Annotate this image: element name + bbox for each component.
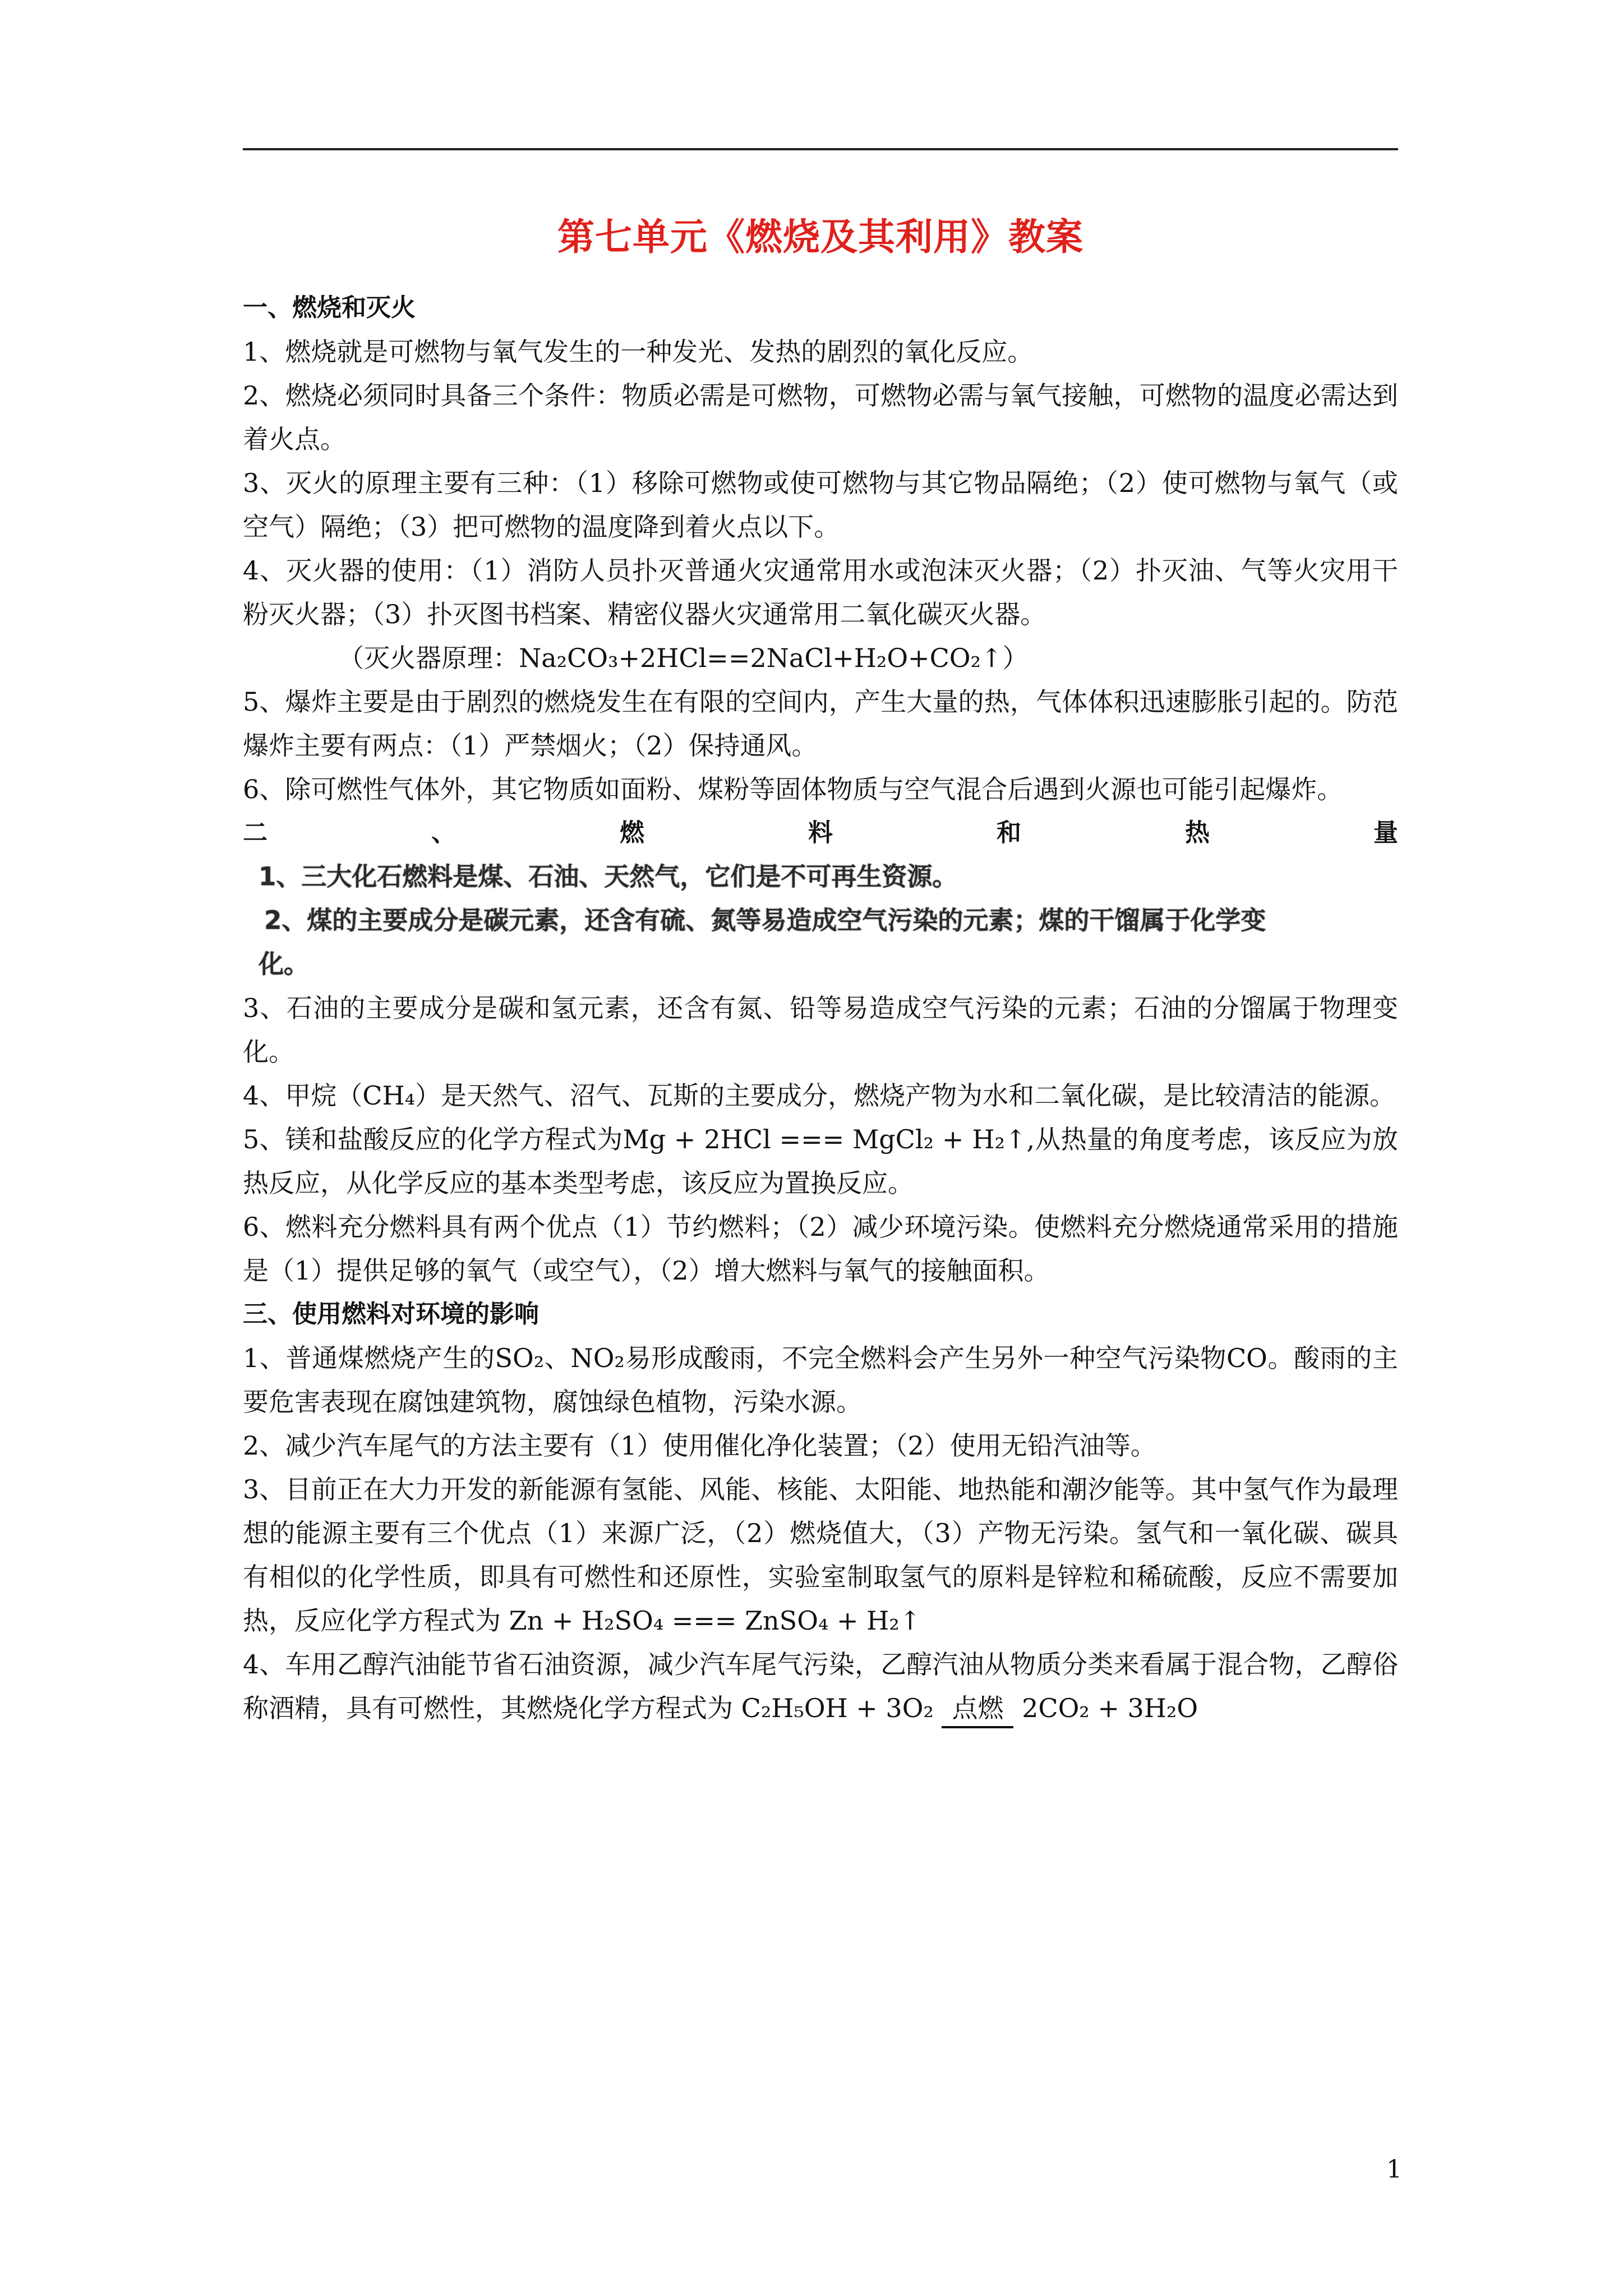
header-rule — [243, 148, 1398, 150]
pasted-image-line-1: 1、三大化石燃料是煤、石油、天然气，它们是不可再生资源。 — [259, 862, 958, 891]
section-1-paragraph-3: 3、灭火的原理主要有三种：（1）移除可燃物或使可燃物与其它物品隔绝；（2）使可燃物与氧气（或空气）隔绝；（3）把可燃物的温度降到着火点以下。 — [243, 468, 1398, 542]
section-3-paragraph-2: 2、减少汽车尾气的方法主要有（1）使用催化净化装置；（2）使用无铅汽油等。 — [243, 1430, 1156, 1461]
section-3-paragraph-4 — [243, 1642, 1398, 1730]
reaction-condition-ignite: 点燃 — [942, 1690, 1013, 1728]
extinguisher-formula-note: （灭火器原理：Na₂CO₃+2HCl==2NaCl+H₂O+CO₂↑） — [338, 643, 1029, 673]
heading-char: 燃 — [620, 818, 644, 847]
pasted-image-line-3: 化。 — [259, 949, 310, 979]
heading-char: 和 — [997, 818, 1021, 847]
page-number: 1 — [1386, 2155, 1402, 2184]
section-2-paragraph-5: 5、镁和盐酸反应的化学方程式为Mg + 2HCl === MgCl₂ + H₂↑,从热量的角度考虑，该反应为放热反应，从化学反应的基本类型考虑，该反应为置换反应。 — [243, 1124, 1398, 1198]
section-2-paragraph-4: 4、甲烷（CH₄）是天然气、沼气、瓦斯的主要成分，燃烧产物为水和二氧化碳，是比较清洁的能源。 — [243, 1080, 1396, 1111]
section-1-paragraph-6: 6、除可燃性气体外，其它物质如面粉、煤粉等固体物质与空气混合后遇到火源也可能引起爆炸。 — [243, 774, 1343, 804]
section-2-paragraph-6: 6、燃料充分燃料具有两个优点（1）节约燃料；（2）减少环境污染。使燃料充分燃烧通常采用的措施是（1）提供足够的氧气（或空气），（2）增大燃料与氧气的接触面积。 — [243, 1212, 1398, 1286]
section-2-paragraph-3: 3、石油的主要成分是碳和氢元素，还含有氮、铅等易造成空气污染的元素；石油的分馏属于物理变化。 — [243, 993, 1398, 1067]
section-3-heading: 三、使用燃料对环境的影响 — [243, 1300, 539, 1328]
section-3-paragraph-3: 3、目前正在大力开发的新能源有氢能、风能、核能、太阳能、地热能和潮汐能等。其中氢气作为最理想的能源主要有三个优点（1）来源广泛，（2）燃烧值大，（3）产物无污染。氢气和一氧化碳、碳具有相似的化学性质，即具有可燃性和还原性，实验室制取氢气的原料是锌粒和稀硫酸，反应不需要加热，反应化学方程式为 Zn + H₂SO₄ === ZnSO₄ + H₂↑ — [243, 1474, 1398, 1636]
pasted-image-line-2: 2、煤的主要成分是碳元素，还含有硫、氮等易造成空气污染的元素；煤的干馏属于化学变 — [264, 905, 1266, 935]
section-1-paragraph-4: 4、灭火器的使用：（1）消防人员扑灭普通火灾通常用水或泡沫灭火器；（2）扑灭油、气等火灾用干粉灭火器；（3）扑灭图书档案、精密仪器火灾通常用二氧化碳灭火器。 — [243, 555, 1398, 629]
section-1-paragraph-1: 1、燃烧就是可燃物与氧气发生的一种发光、发热的剧烈的氧化反应。 — [243, 337, 1034, 367]
heading-char: 热 — [1185, 818, 1210, 847]
heading-char: 料 — [808, 818, 833, 847]
ethanol-paragraph-text: 4、车用乙醇汽油能节省石油资源，减少汽车尾气污染，乙醇汽油从物质分类来看属于混合物，乙醇俗称酒精，具有可燃性，其燃烧化学方程式为 C₂H₅OH + 3O₂ — [243, 1649, 1398, 1723]
ethanol-equation-products: 2CO₂ + 3H₂O — [1013, 1693, 1198, 1723]
section-2-heading — [243, 811, 1398, 855]
section-1-heading: 一、燃烧和灭火 — [243, 293, 416, 322]
document-body — [243, 286, 1398, 1730]
section-1-paragraph-5: 5、爆炸主要是由于剧烈的燃烧发生在有限的空间内，产生大量的热，气体体积迅速膨胀引起的。防范爆炸主要有两点：（1）严禁烟火；（2）保持通风。 — [243, 687, 1398, 761]
heading-char: 量 — [1373, 818, 1398, 847]
document-title: 第七单元《燃烧及其利用》教案 — [557, 215, 1083, 259]
heading-char: 二 — [243, 818, 268, 847]
section-1-paragraph-2: 2、燃烧必须同时具备三个条件：物质必需是可燃物，可燃物必需与氧气接触，可燃物的温度必需达到着火点。 — [243, 380, 1398, 454]
heading-char: 、 — [431, 818, 456, 847]
section-3-paragraph-1: 1、普通煤燃烧产生的SO₂、NO₂易形成酸雨，不完全燃料会产生另外一种空气污染物CO。酸雨的主要危害表现在腐蚀建筑物，腐蚀绿色植物，污染水源。 — [243, 1343, 1398, 1417]
